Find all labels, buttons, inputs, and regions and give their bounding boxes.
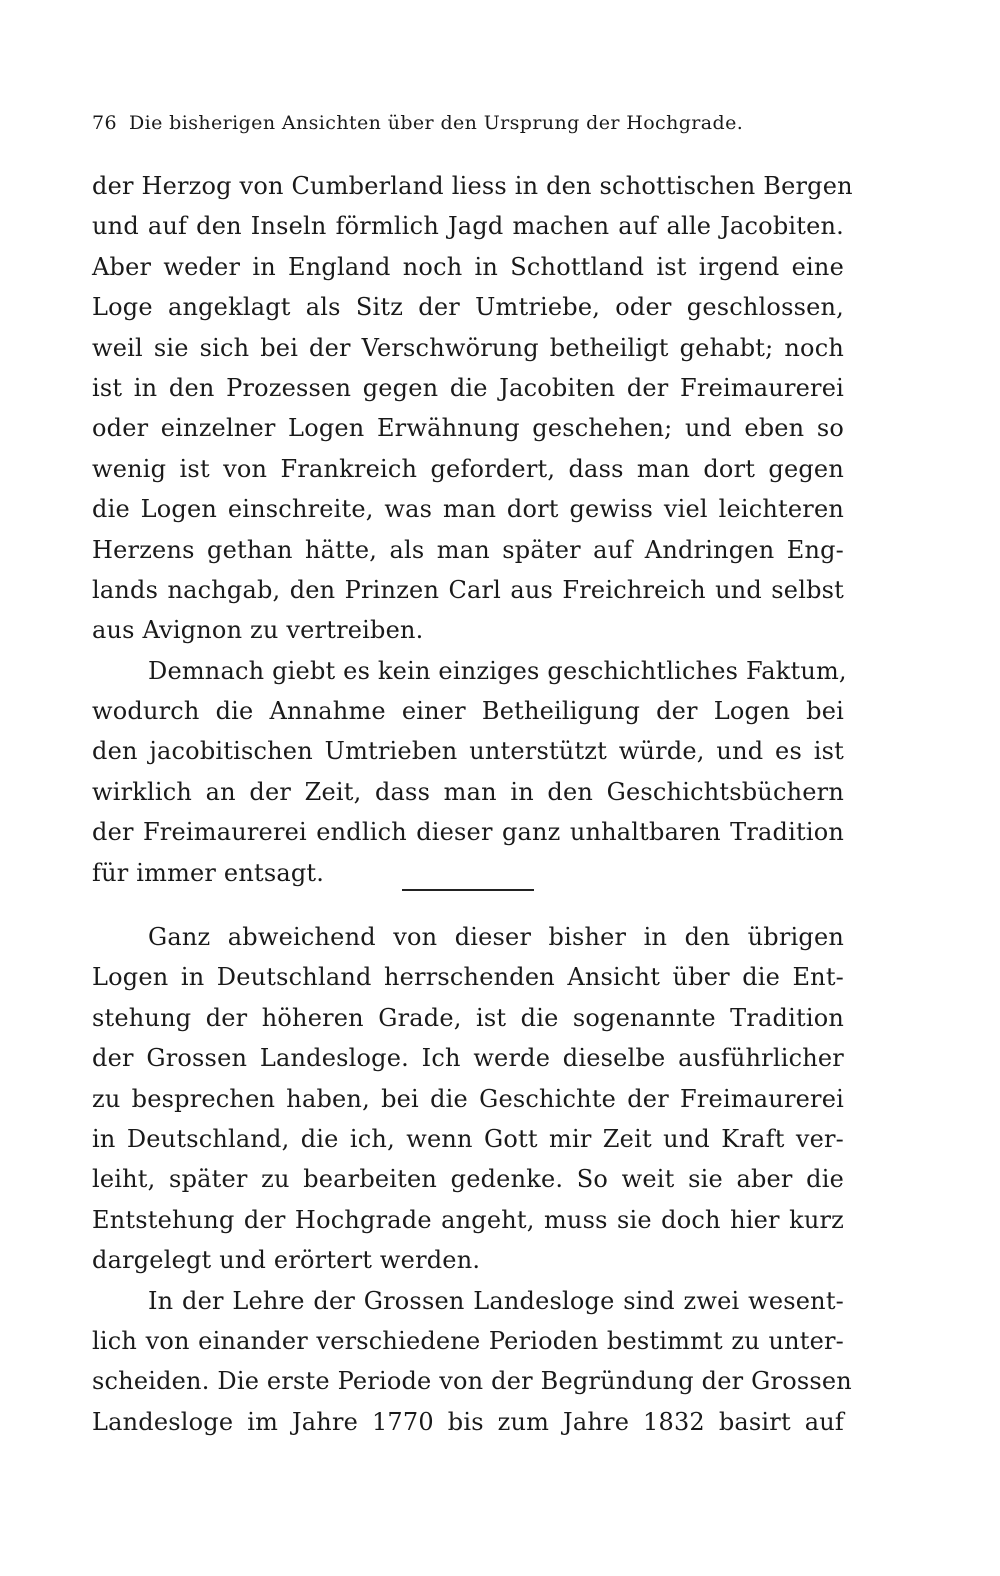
- text-line: lands nachgab, den Prinzen Carl aus Freichreich und selbst: [92, 575, 844, 604]
- text-line: leiht, später zu bearbeiten gedenke. So weit sie aber die: [92, 1165, 844, 1194]
- section-divider: [402, 889, 534, 891]
- text-line: scheiden. Die erste Periode von der Begründung der Grossen: [92, 1367, 852, 1396]
- text-line: Loge angeklagt als Sitz der Umtriebe, oder geschlossen,: [92, 293, 844, 322]
- text-line: wenig ist von Frankreich gefordert, dass man dort gegen: [92, 454, 844, 483]
- text-block-2: [92, 917, 852, 1442]
- running-title: Die bisherigen Ansichten über den Ursprung der Hochgrade.: [128, 112, 744, 134]
- text-line: Ganz abweichend von dieser bisher in den übrigen: [148, 923, 844, 951]
- text-line: stehung der höheren Grade, ist die sogenannte Tradition: [92, 1003, 844, 1032]
- text-line: und auf den Inseln förmlich Jagd machen auf alle Jacobiten.: [92, 212, 844, 241]
- text-line: lich von einander verschiedene Perioden bestimmt zu unter-: [92, 1326, 844, 1355]
- page-number: 76: [92, 112, 117, 134]
- text-line: Demnach giebt es kein einziges geschichtliches Faktum,: [148, 656, 847, 685]
- text-line: der Herzog von Cumberland liess in den schottischen Bergen: [92, 172, 853, 200]
- text-line: weil sie sich bei der Verschwörung betheiligt gehabt; noch: [92, 333, 844, 362]
- text-line: dargelegt und erörtert werden.: [92, 1246, 481, 1275]
- text-line: wodurch die Annahme einer Betheiligung der Logen bei: [92, 697, 844, 726]
- text-line: oder einzelner Logen Erwähnung geschehen; und eben so: [92, 414, 844, 443]
- text-line: wirklich an der Zeit, dass man in den Geschichtsbüchern: [92, 777, 844, 806]
- text-line: in Deutschland, die ich, wenn Gott mir Zeit und Kraft ver-: [92, 1124, 844, 1153]
- text-line: In der Lehre der Grossen Landesloge sind zwei wesent-: [148, 1286, 844, 1315]
- text-line: Logen in Deutschland herrschenden Ansicht über die Ent-: [92, 963, 844, 992]
- text-line: Entstehung der Hochgrade angeht, muss sie doch hier kurz: [92, 1205, 844, 1234]
- text-block-1: [92, 166, 853, 893]
- text-line: Aber weder in England noch in Schottland ist irgend eine: [92, 252, 844, 281]
- text-line: zu besprechen haben, bei die Geschichte der Freimaurerei: [92, 1084, 844, 1113]
- text-line: aus Avignon zu vertreiben.: [92, 616, 424, 645]
- text-line: für immer entsagt.: [92, 858, 325, 887]
- text-line: der Freimaurerei endlich dieser ganz unhaltbaren Tradition: [92, 818, 844, 847]
- text-line: Herzens gethan hätte, als man später auf Andringen Eng-: [92, 535, 844, 564]
- text-line: ist in den Prozessen gegen die Jacobiten der Freimaurerei: [92, 373, 844, 402]
- text-line: die Logen einschreite, was man dort gewiss viel leichteren: [92, 495, 844, 524]
- running-head: [92, 112, 812, 134]
- text-line: Landesloge im Jahre 1770 bis zum Jahre 1832 basirt auf: [92, 1407, 844, 1436]
- text-line: den jacobitischen Umtrieben unterstützt würde, und es ist: [92, 737, 844, 766]
- text-line: der Grossen Landesloge. Ich werde dieselbe ausführlicher: [92, 1044, 844, 1073]
